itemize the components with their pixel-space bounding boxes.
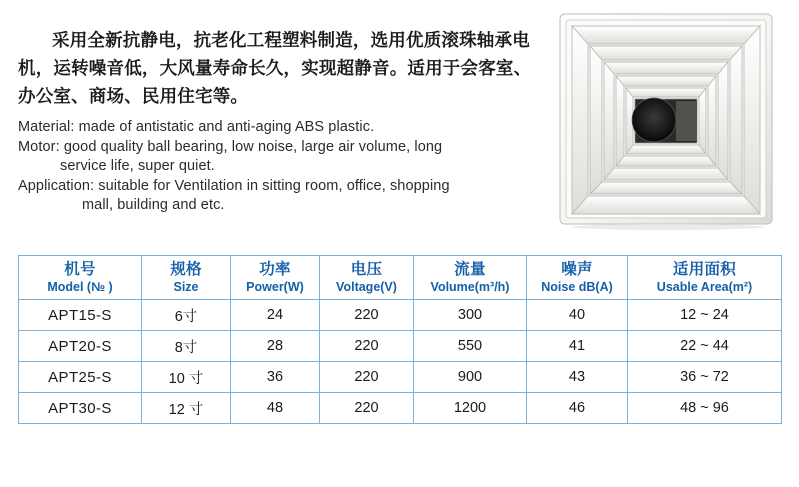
cell-size: 12 寸 — [142, 393, 231, 424]
cell-noise: 43 — [527, 362, 628, 393]
chinese-description: 采用全新抗静电，抗老化工程塑料制造，选用优质滚珠轴承电机，运转噪音低，大风量寿命长久，实现超静音。适用于会客室、办公室、商场、民用住宅等。 — [18, 30, 532, 106]
cell-power: 24 — [231, 300, 320, 331]
column-header-model — [19, 256, 142, 300]
cell-usable-area: 12 ~ 24 — [628, 300, 782, 331]
table-row — [19, 362, 782, 393]
cell-noise: 40 — [527, 300, 628, 331]
english-description-line-5-text: mall, building and etc. — [82, 197, 225, 213]
cell-volume: 900 — [414, 362, 527, 393]
cell-model: APT15-S — [19, 300, 142, 331]
column-header-model-en: Model (№ ) — [47, 280, 113, 294]
description-block — [18, 26, 538, 216]
specification-table — [18, 255, 782, 424]
column-header-volume-cn: 流量 — [454, 261, 486, 278]
column-header-volume — [414, 256, 527, 300]
column-header-power — [231, 256, 320, 300]
english-description-line-5 — [18, 196, 538, 216]
cell-volume: 300 — [414, 300, 527, 331]
cell-volume: 1200 — [414, 393, 527, 424]
specification-table-wrapper — [18, 255, 781, 424]
cell-model: APT20-S — [19, 331, 142, 362]
table-row — [19, 331, 782, 362]
column-header-volume-en: Volume(m³/h) — [430, 280, 510, 294]
cell-power: 28 — [231, 331, 320, 362]
column-header-size-cn: 规格 — [170, 261, 202, 278]
cell-noise: 41 — [527, 331, 628, 362]
column-header-usable-area-cn: 适用面积 — [672, 261, 737, 278]
table-header — [19, 256, 782, 300]
column-header-noise — [527, 256, 628, 300]
product-image — [548, 8, 791, 230]
english-description-line-2: Motor: good quality ball bearing, low noise, large air volume, long — [18, 138, 443, 155]
column-header-voltage — [320, 256, 414, 300]
table-row — [19, 393, 782, 424]
english-description-line-4: Application: suitable for Ventilation in sitting room, office, shopping — [18, 177, 450, 194]
cell-usable-area: 36 ~ 72 — [628, 362, 782, 393]
table-row — [19, 300, 782, 331]
column-header-usable-area — [628, 256, 782, 300]
cell-power: 48 — [231, 393, 320, 424]
column-header-power-cn: 功率 — [259, 261, 291, 278]
column-header-noise-cn: 噪声 — [561, 261, 593, 278]
column-header-size — [142, 256, 231, 300]
column-header-size-en: Size — [173, 280, 199, 294]
cell-volume: 550 — [414, 331, 527, 362]
cell-voltage: 220 — [320, 362, 414, 393]
cell-size: 10 寸 — [142, 362, 231, 393]
cell-model: APT25-S — [19, 362, 142, 393]
column-header-voltage-en: Voltage(V) — [336, 280, 397, 294]
cell-usable-area: 22 ~ 44 — [628, 331, 782, 362]
cell-voltage: 220 — [320, 300, 414, 331]
cell-voltage: 220 — [320, 393, 414, 424]
column-header-usable-area-en: Usable Area(m²) — [656, 280, 753, 294]
table-header-row — [19, 256, 782, 300]
column-header-voltage-cn: 电压 — [350, 261, 383, 278]
column-header-model-cn: 机号 — [64, 261, 96, 278]
cell-power: 36 — [231, 362, 320, 393]
cell-size: 8寸 — [142, 331, 231, 362]
cell-voltage: 220 — [320, 331, 414, 362]
english-description-line-1: Material: made of antistatic and anti-aging ABS plastic. — [18, 119, 375, 135]
column-header-noise-en: Noise dB(A) — [541, 280, 613, 294]
table-body — [19, 300, 782, 424]
column-header-power-en: Power(W) — [246, 280, 304, 294]
cell-model: APT30-S — [19, 393, 142, 424]
cell-size: 6寸 — [142, 300, 231, 331]
english-description-line-3-text: service life, super quiet. — [60, 158, 215, 174]
cell-noise: 46 — [527, 393, 628, 424]
cell-usable-area: 48 ~ 96 — [628, 393, 782, 424]
description-and-image-section — [0, 0, 799, 240]
english-description-line-3 — [18, 157, 538, 177]
